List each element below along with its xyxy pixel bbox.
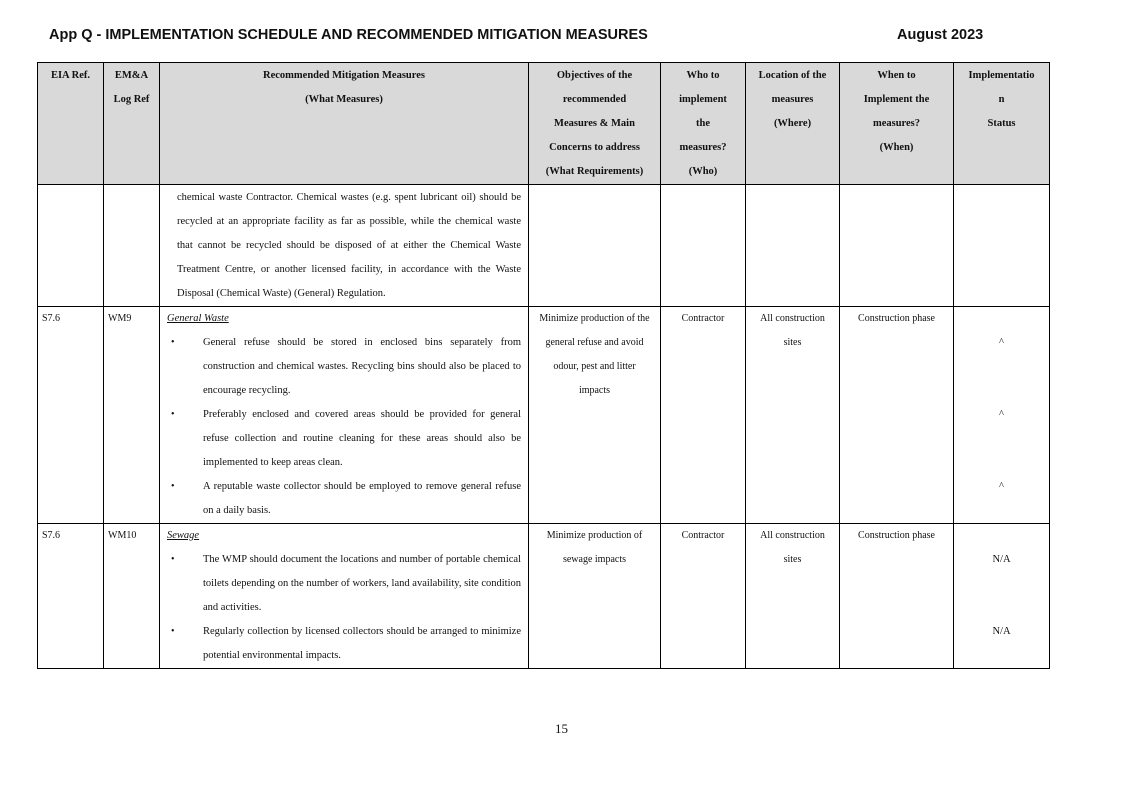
header-when: When to Implement the measures? (When) (840, 63, 954, 185)
cell-when: Construction phase (840, 307, 954, 524)
header-location: Location of the measures (Where) (746, 63, 840, 185)
document-title: App Q - IMPLEMENTATION SCHEDULE AND RECOMMENDED MITIGATION MEASURES (49, 27, 648, 43)
status-value: N/A (992, 626, 1011, 637)
cell-when: Construction phase (840, 524, 954, 669)
cell-location (746, 307, 840, 524)
cell-ema-ref: WM9 (104, 307, 160, 524)
location-text: All construction sites (760, 313, 825, 348)
cell-measures (160, 524, 529, 669)
status-value: ^ (999, 481, 1004, 492)
header-objectives: Objectives of the recommended Measures & Main Concerns to address (What Requirements) (529, 63, 661, 185)
cell-when (840, 185, 954, 307)
header-who: Who to implement the measures? (Who) (661, 63, 746, 185)
section-title: Sewage (167, 530, 200, 541)
section-title: General Waste (167, 313, 229, 324)
continuation-text: chemical waste Contractor. Chemical wastes (e.g. spent lubricant oil) should be recycled at an appropriate facility as far as possible, while the chemical waste that cannot be recycled should be disposed of at either the Chemical Waste Treatment Centre, or another licensed facility, in accordance with the Waste Disposal (Chemical Waste) (General) Regulation. (177, 192, 521, 299)
cell-status (954, 185, 1050, 307)
table-header-row (38, 63, 1050, 185)
cell-location (746, 524, 840, 669)
cell-who: Contractor (661, 307, 746, 524)
header-eia-ref: EIA Ref. (38, 63, 104, 185)
cell-ema-ref (104, 185, 160, 307)
header-measures: Recommended Mitigation Measures (What Measures) (160, 63, 529, 185)
status-value: N/A (992, 554, 1011, 565)
cell-who (661, 185, 746, 307)
objectives-text: Minimize production of the general refuse and avoid odour, pest and litter impacts (539, 313, 650, 396)
cell-location (746, 185, 840, 307)
location-text: All construction sites (760, 530, 825, 565)
cell-objectives (529, 307, 661, 524)
header-status: Implementatio n Status (954, 63, 1050, 185)
cell-eia-ref (38, 185, 104, 307)
table-row (38, 524, 1050, 669)
cell-measures (160, 307, 529, 524)
status-value: ^ (999, 337, 1004, 348)
cell-who: Contractor (661, 524, 746, 669)
table-row (38, 185, 1050, 307)
bullet-item: • A reputable waste collector should be employed to remove general refuse on a daily basis. (171, 475, 521, 523)
bullet-item: • Preferably enclosed and covered areas should be provided for general refuse collection and routine cleaning for these areas should also be implemented to keep areas clean. (171, 403, 521, 475)
cell-status (954, 524, 1050, 669)
cell-eia-ref: S7.6 (38, 307, 104, 524)
implementation-schedule-table (37, 62, 1050, 669)
table-row (38, 307, 1050, 524)
objectives-text: Minimize production of sewage impacts (546, 530, 643, 565)
cell-objectives (529, 185, 661, 307)
bullet-item: • Regularly collection by licensed collectors should be arranged to minimize potential environmental impacts. (171, 620, 521, 668)
cell-ema-ref: WM10 (104, 524, 160, 669)
status-value: ^ (999, 409, 1004, 420)
page-number: 15 (555, 721, 568, 736)
cell-objectives (529, 524, 661, 669)
header-ema-ref: EM&A Log Ref (104, 63, 160, 185)
cell-eia-ref: S7.6 (38, 524, 104, 669)
bullet-item: • General refuse should be stored in enclosed bins separately from construction and chemical wastes. Recycling bins should also be placed to encourage recycling. (171, 331, 521, 403)
cell-measure-continuation (160, 185, 529, 307)
document-date: August 2023 (897, 27, 984, 43)
bullet-item: • The WMP should document the locations and number of portable chemical toilets depending on the number of workers, land availability, site condition and activities. (171, 548, 521, 620)
cell-status (954, 307, 1050, 524)
